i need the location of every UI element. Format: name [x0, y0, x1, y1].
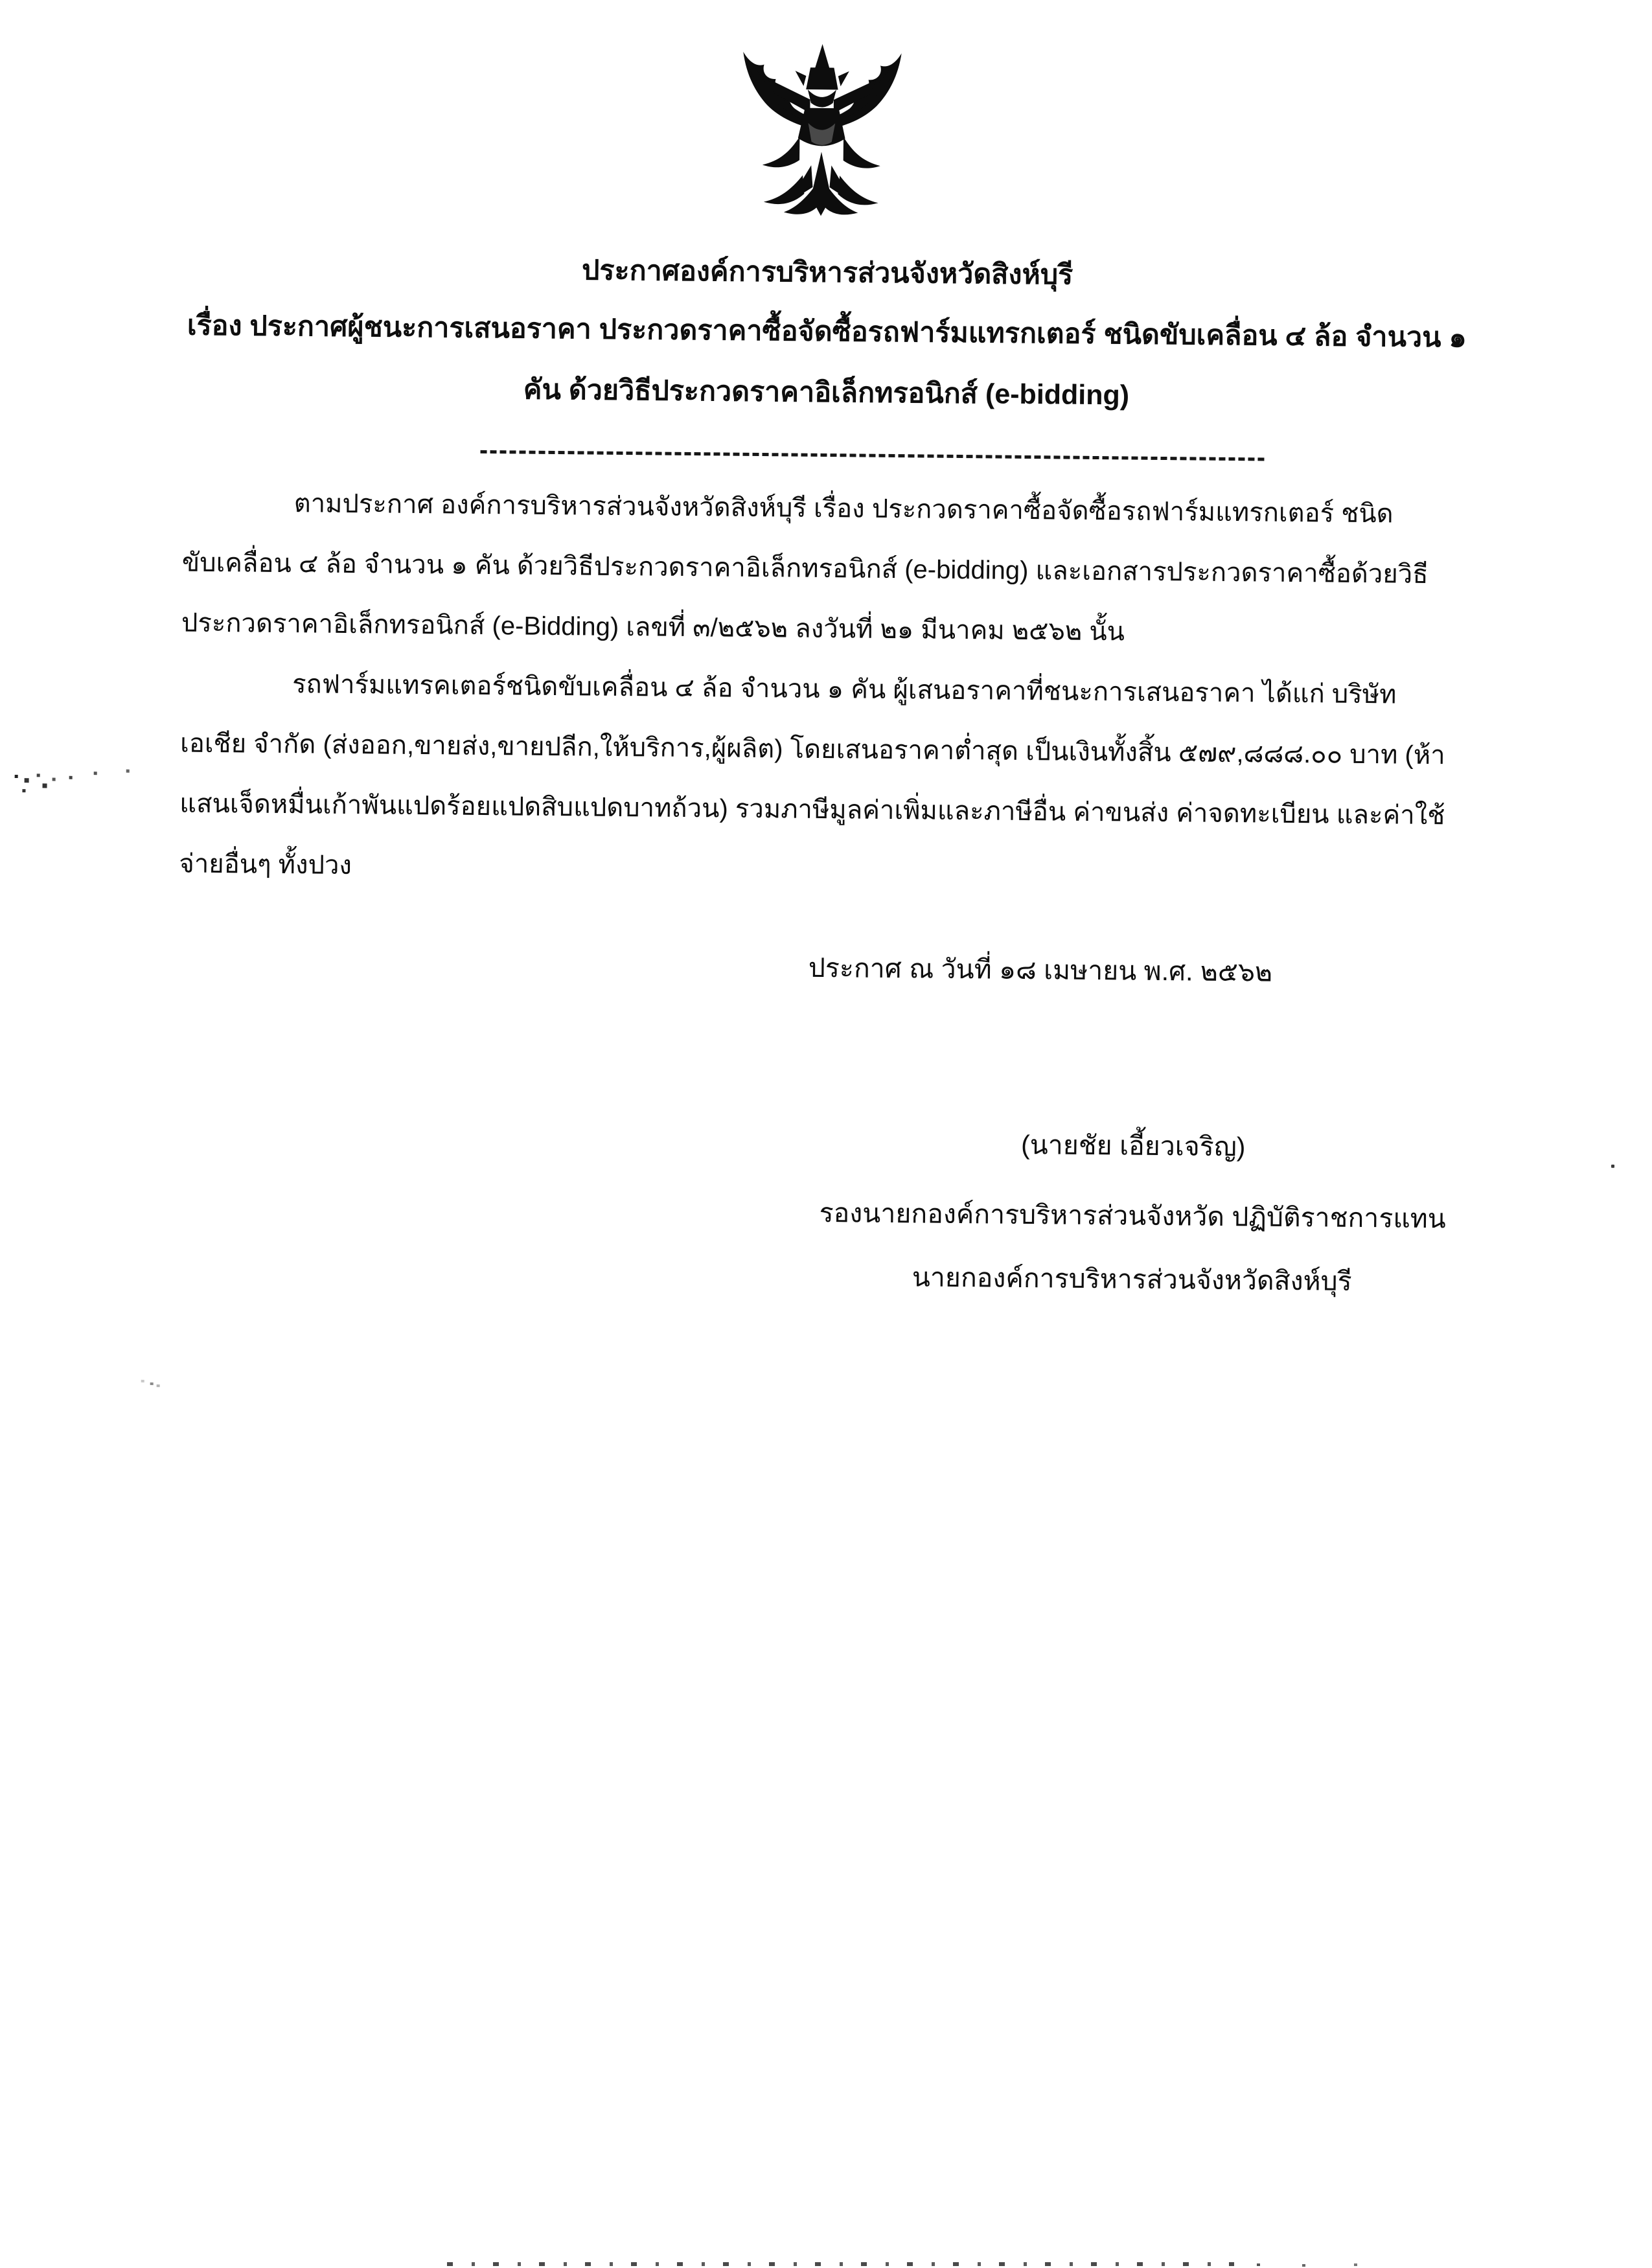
- paragraph-line: ประกวดราคาอิเล็กทรอนิกส์ (e-Bidding) เลขที่ ๓/๒๕๖๒ ลงวันที่ ๒๑ มีนาคม ๒๕๖๒ นั้น: [181, 608, 1125, 647]
- paragraph-line: จ่ายอื่นๆ ทั้งปวง: [179, 849, 352, 880]
- paragraph-line: รถฟาร์มแทรคเตอร์ชนิดขับเคลื่อน ๔ ล้อ จำนวน ๑ คัน ผู้เสนอราคาที่ชนะการเสนอราคา ได้แก่ บริษัท: [292, 670, 1397, 709]
- announcement-title-line-1: ประกาศองค์การบริหารส่วนจังหวัดสิงห์บุรี: [581, 255, 1073, 291]
- signature-position-line-2: นายกองค์การบริหารส่วนจังหวัดสิงห์บุรี: [912, 1262, 1352, 1296]
- paragraph-line: ตามประกาศ องค์การบริหารส่วนจังหวัดสิงห์บุรี เรื่อง ประกวดราคาซื้อจัดซื้อรถฟาร์มแทรกเตอร์ ชนิด: [293, 489, 1394, 529]
- scan-cutoff-text-dots: [1257, 2263, 1260, 2266]
- signature-name: (นายชัย เอี้ยวเจริญ): [1020, 1129, 1246, 1162]
- announcement-title-line-2: เรื่อง ประกาศผู้ชนะการเสนอราคา ประกวดราคาซื้อจัดซื้อรถฟาร์มแทรกเตอร์ ชนิดขับเคลื่อน ๔ ล้อ จำนวน ๑: [187, 310, 1467, 354]
- announcement-date-line: ประกาศ ณ วันที่ ๑๘ เมษายน พ.ศ. ๒๕๖๒: [808, 952, 1273, 987]
- scan-cutoff-text-strip: [447, 2262, 1234, 2266]
- scan-artifact-dot: [150, 1382, 154, 1385]
- scan-artifact-specks: [15, 775, 18, 778]
- scan-artifact-dot: [1611, 1165, 1614, 1168]
- signature-position-line-1: รองนายกองค์การบริหารส่วนจังหวัด ปฏิบัติราชการแทน: [819, 1197, 1447, 1234]
- dashed-separator: [480, 450, 1264, 461]
- announcement-title-line-3: คัน ด้วยวิธีประกวดราคาอิเล็กทรอนิกส์ (e-bidding): [523, 374, 1130, 411]
- paragraph-line: แสนเจ็ดหมื่นเก้าพันแปดร้อยแปดสิบแปดบาทถ้วน) รวมภาษีมูลค่าเพิ่มและภาษีอื่น ค่าขนส่ง ค่าจดทะเบียน และค่าใช้: [179, 789, 1445, 830]
- paragraph-line: ขับเคลื่อน ๔ ล้อ จำนวน ๑ คัน ด้วยวิธีประกวดราคาอิเล็กทรอนิกส์ (e-bidding) และเอกสารประกวดราคาซื้อด้วยวิธี: [181, 548, 1428, 589]
- paragraph-line: เอเชีย จำกัด (ส่งออก,ขายส่ง,ขายปลีก,ให้บริการ,ผู้ผลิต) โดยเสนอราคาต่ำสุด เป็นเงินทั้งสิ้น ๕๗๙,๘๘๘.๐๐ บาท (ห้า: [179, 729, 1445, 770]
- garuda-emblem: [720, 27, 924, 251]
